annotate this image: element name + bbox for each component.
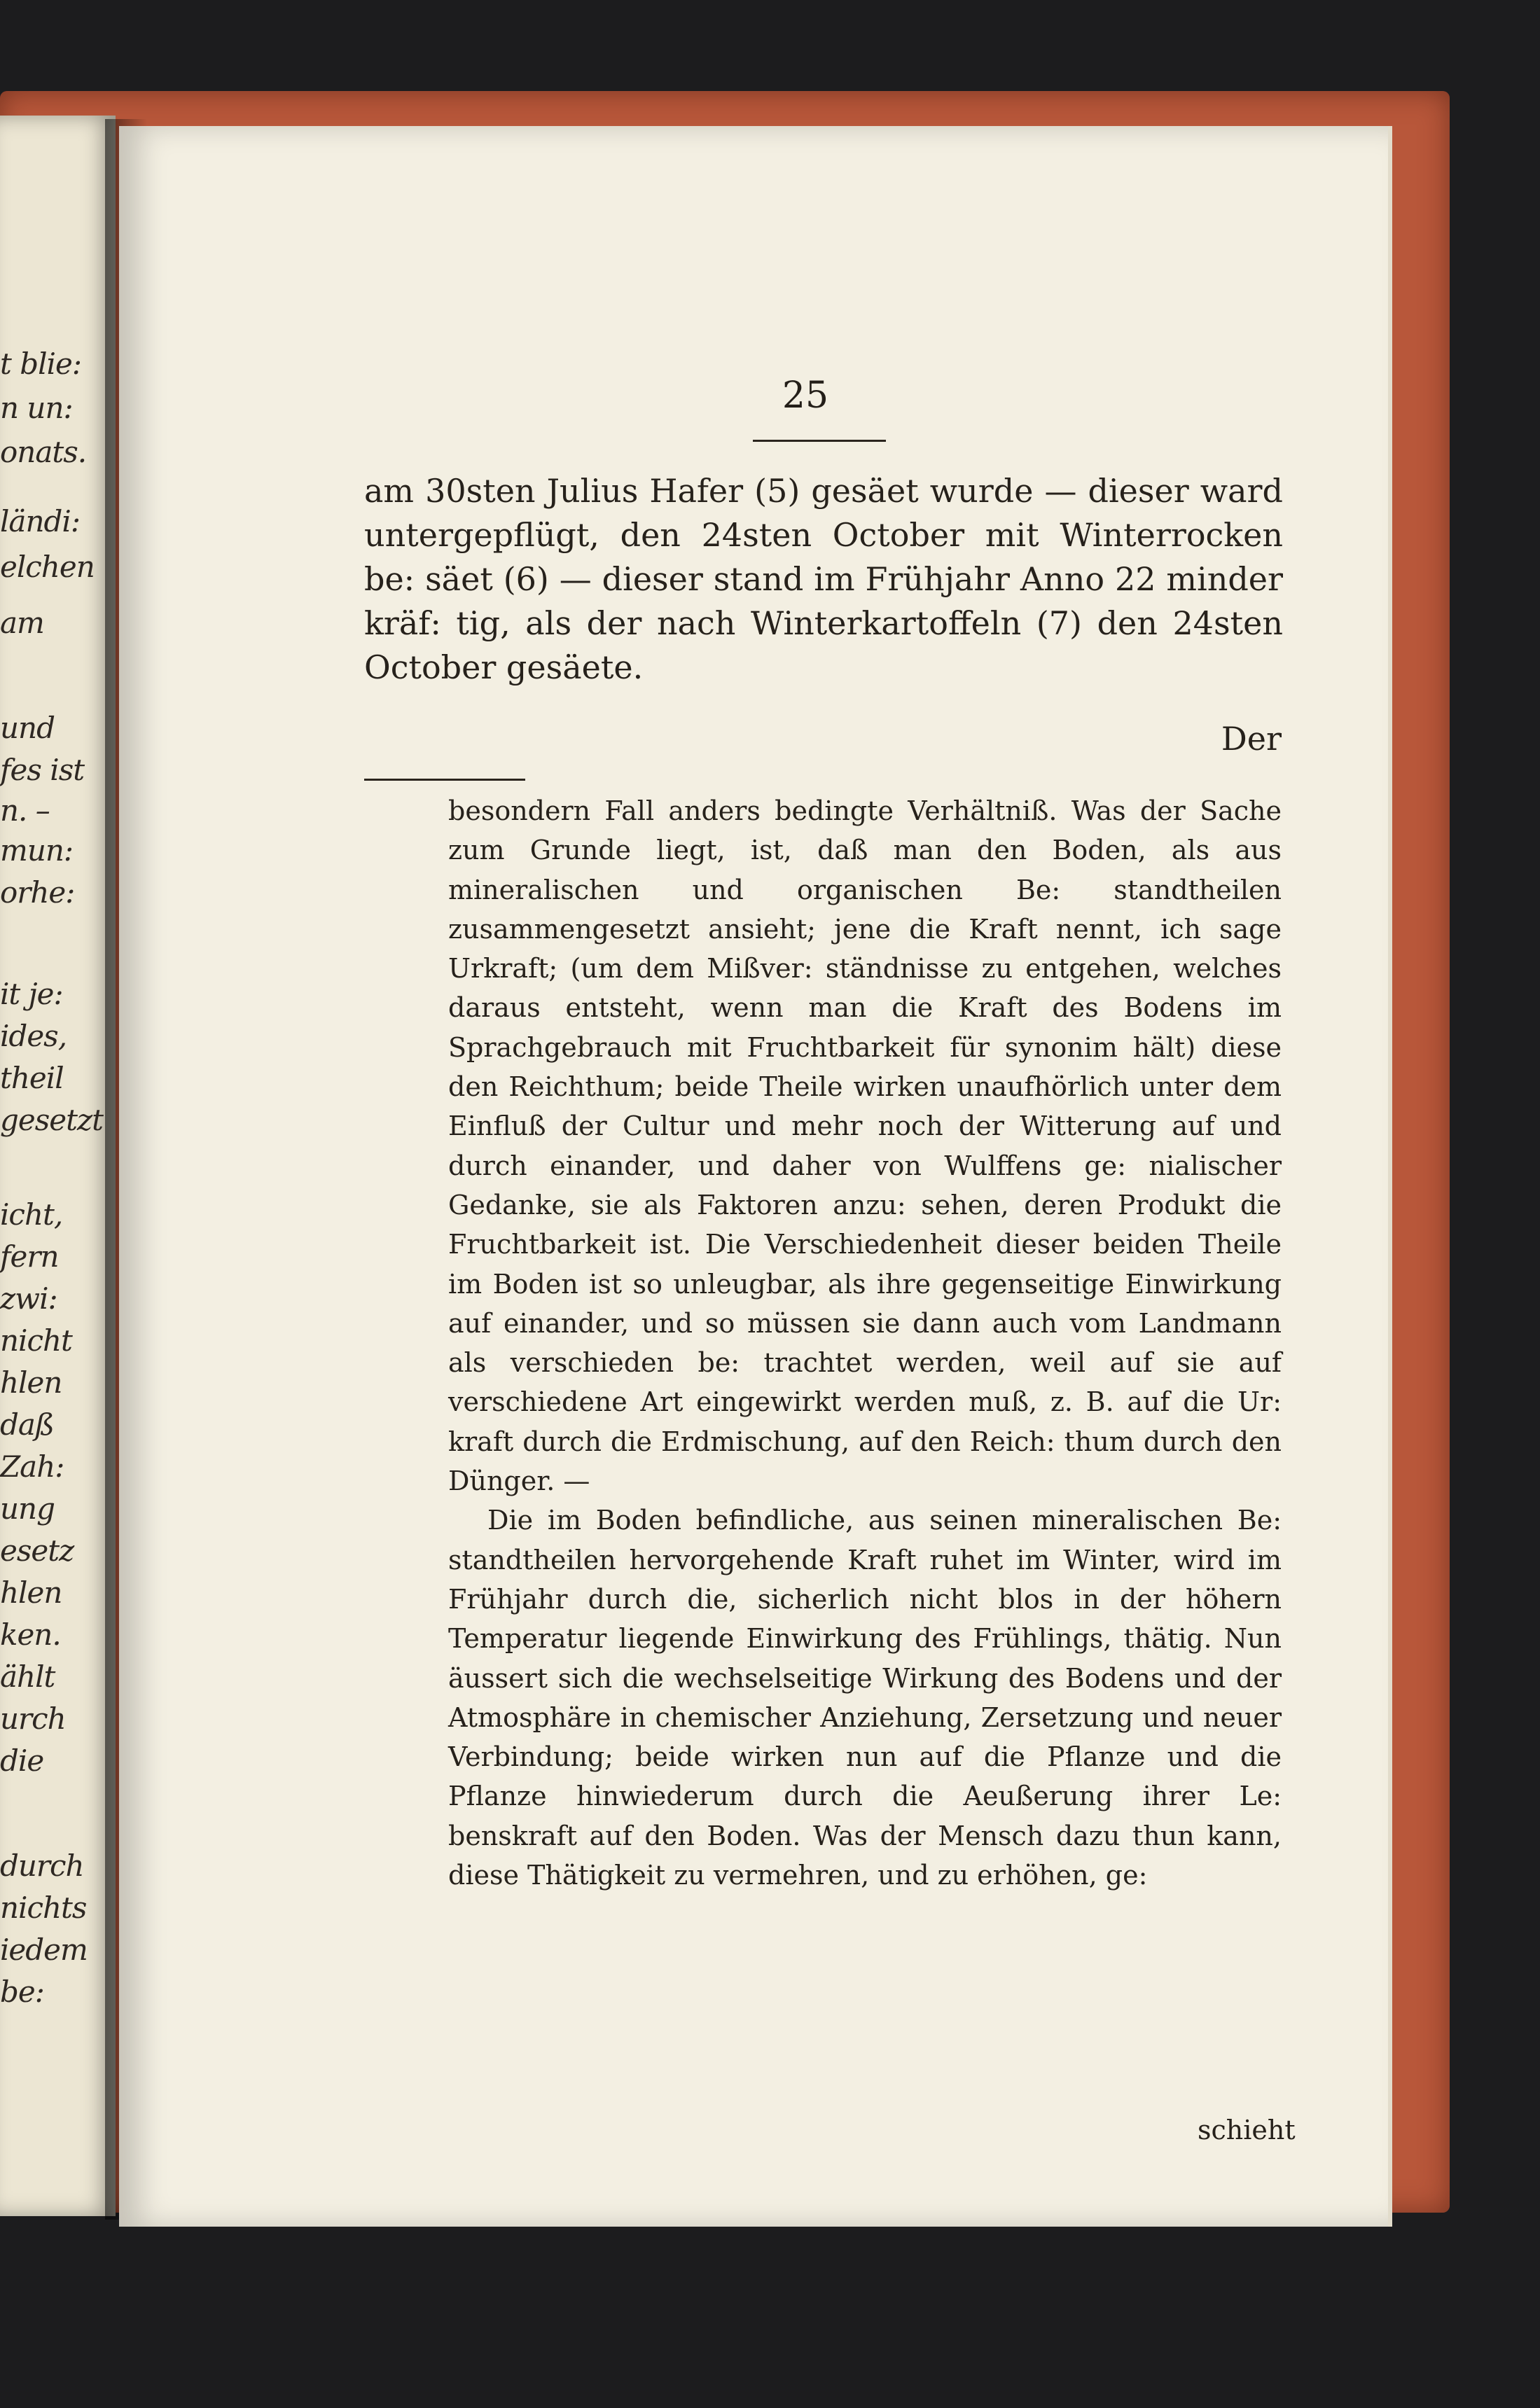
left-fragment: Zah: (0, 1449, 64, 1484)
left-fragment: orhe: (0, 875, 75, 910)
left-fragment: icht, (0, 1197, 63, 1232)
left-fragment: iedem (0, 1933, 88, 1967)
catchword: Der (1221, 720, 1282, 758)
left-fragment: n un: (0, 391, 73, 425)
left-fragment: it je: (0, 977, 63, 1011)
left-fragment: hlen (0, 1575, 62, 1610)
left-fragment: fes ist (0, 753, 85, 787)
left-fragment: ken. (0, 1617, 61, 1652)
footnote-paragraph: besondern Fall anders bedingte Verhältniß. Was der Sache zum Grunde liegt, ist, daß man den Boden, als aus mineralischen und organischen Be: standtheilen zusammengesetzt ansieht; jene die Kraft nennt, ich sage Urkraft; (um dem Mißver: ständnisse zu entgehen, welches daraus entsteht, wenn man die Kraft des Bodens im Sprachgebrauch mit Fruchtbarkeit für synonim hält) diese den Reichthum; beide Theile wirken unaufhörlich unter dem Einfluß der Cultur und mehr noch der Witterung auf und durch einander, und daher von Wulffens ge: nialischer Gedanke, sie als Faktoren anzu: sehen, deren Produkt die Fruchtbarkeit ist. Die Verschiedenheit dieser beiden Theile im Boden ist so unleugbar, als ihre gegenseitige Einwirkung auf einander, und so müssen sie dann auch vom Landmann als verschieden be: trachtet werden, weil auf sie auf verschiedene Art eingewirkt werden muß, z. B. auf die Ur: kraft durch die Erdmischung, auf den Reich: thum durch den Dünger. — (448, 795, 1282, 1497)
page-number: 25 (782, 375, 829, 417)
footnote-paragraph: Die im Boden befindliche, aus seinen mineralischen Be: standtheilen hervorgehende Kraft ruhet im Winter, wird im Frühjahr durch die, sicherlich nicht blos in der höhern Temperatur liegende Einwirkung des Frühlings, thätig. Nun äussert sich die wechselseitige Wirkung des Bodens und der Atmosphäre in chemischer Anziehung, Zersetzung und neuer Verbindung; beide wirken nun auf die Pflanze und die Pflanze hinwiederum durch die Aeußerung ihrer Le: benskraft auf den Boden. Was der Mensch dazu thun kann, diese Thätigkeit zu vermehren, und zu erhöhen, ge: (448, 1505, 1282, 1891)
left-fragment: esetz (0, 1533, 74, 1568)
left-fragment: t blie: (0, 347, 81, 381)
footnote (448, 791, 1282, 1895)
footnote-rule (364, 779, 525, 781)
left-fragment: mun: (0, 833, 74, 868)
left-fragment: die (0, 1744, 44, 1778)
left-fragment: nicht (0, 1323, 72, 1358)
left-fragment: elchen (0, 550, 95, 584)
left-fragment: onats. (0, 435, 87, 469)
main-paragraph: am 30sten Julius Hafer (5) gesäet wurde — dieser ward untergepflügt, den 24sten October mit Winterrocken be: säet (6) — dieser stand im Frühjahr Anno 22 minder kräf: tig, als der nach Winterkartoffeln (7) den 24sten October gesäete. (364, 472, 1283, 686)
left-fragment: hlen (0, 1365, 62, 1400)
left-fragment: ides, (0, 1019, 67, 1053)
left-fragment: daß (0, 1407, 54, 1442)
left-fragment: durch (0, 1849, 84, 1883)
left-fragment: zwi: (0, 1281, 57, 1316)
left-fragment: und (0, 711, 55, 745)
left-fragment: am (0, 606, 44, 640)
left-fragment: ung (0, 1491, 55, 1526)
left-fragment: nichts (0, 1891, 87, 1925)
left-page-edge (0, 116, 116, 2216)
left-fragment: n. – (0, 793, 50, 828)
left-fragment: theil (0, 1061, 64, 1095)
left-fragment: ländi: (0, 504, 80, 538)
page-number-rule (753, 440, 886, 442)
left-fragment: gesetzt (0, 1103, 104, 1137)
right-page (119, 126, 1388, 2227)
left-fragment: be: (0, 1975, 44, 2009)
left-fragment: urch (0, 1701, 66, 1736)
left-fragment: fern (0, 1239, 59, 1274)
footnote-catchword: schieht (1198, 2115, 1296, 2145)
left-fragment: ählt (0, 1659, 55, 1694)
